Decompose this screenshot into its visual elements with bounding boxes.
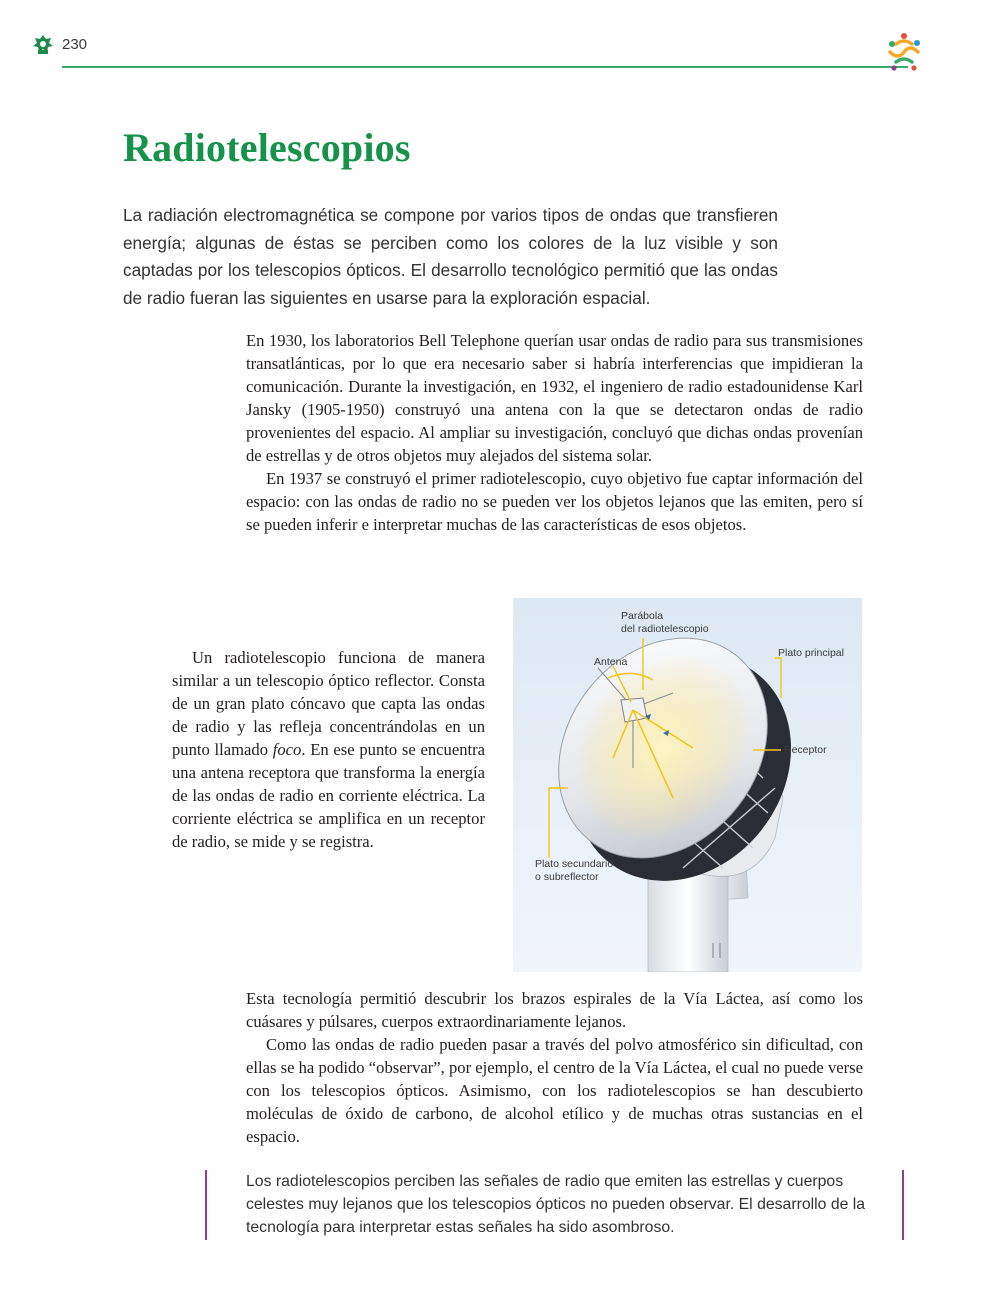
- green-crest-icon: [32, 34, 54, 56]
- label-plato-principal: Plato principal: [778, 647, 844, 659]
- discoveries-section: [246, 987, 863, 1148]
- header-rule: [62, 66, 908, 68]
- how-it-works-text-2: . En ese punto se encuentra una antena receptora que transforma la energía de las ondas de radio en corriente eléctrica. La corriente eléctrica se amplifica en un receptor de radio, se mide y se registra.: [172, 740, 485, 851]
- label-receptor: Receptor: [784, 744, 827, 756]
- paragraph-jansky: En 1930, los laboratorios Bell Telephone querían usar ondas de radio para sus transmisiones transatlánticas, por lo que era necesario saber si habría interferencias que impidieran la comunicación. Durante la investigación, en 1932, el ingeniero de radio estadounidense Karl Jansky (1905-1950) construyó una antena con la que se detectaron ondas de radio provenientes del espacio. Al ampliar su investigación, concluyó que dichas ondas provenían de estrellas y de otros objetos muy alejados del sistema solar.: [246, 331, 863, 465]
- radiotelescope-illustration: [513, 598, 862, 972]
- callout-text: Los radiotelescopios perciben las señales de radio que emiten las estrellas y cuerpos celestes muy lejanos que los telescopios ópticos no pueden observar. El desarrollo de la tecnología para interpretar estas señales ha sido asombroso.: [246, 1173, 866, 1236]
- summary-callout: [205, 1170, 905, 1240]
- how-it-works-text-1: Un radiotelescopio funciona de manera similar a un telescopio óptico reflector. Consta de un gran plato cóncavo que capta las ondas de radio y las refleja concentrándolas en un punto llamado: [172, 648, 485, 759]
- foco-term: foco: [272, 740, 302, 759]
- intro-paragraph: La radiación electromagnética se compone por varios tipos de ondas que transfieren energía; algunas de éstas se perciben como los colores de la luz visible y son captadas por los telescopios ópticos. El desarrollo tecnológico permitió que las ondas de radio fueran las siguientes en usarse para la exploración espacial.: [123, 205, 778, 308]
- label-plato-secundario: Plato secundario o subreflector: [535, 858, 614, 883]
- label-parabola: Parábola del radiotelescopio: [621, 610, 709, 635]
- callout-bar-right: [902, 1170, 904, 1240]
- how-it-works-paragraph: [172, 646, 485, 853]
- callout-bar-left: [205, 1170, 207, 1240]
- paragraph-milky-way-center: Como las ondas de radio pueden pasar a través del polvo atmosférico sin dificultad, con ellas se ha podido “observar”, por ejemplo, el centro de la Vía Láctea, el cual no puede verse con los telescopios ópticos. Asimismo, con los radiotelescopios se han descubierto moléculas de óxido de carbono, de alcohol etílico y de muchas otras sustancias en el espacio.: [246, 1035, 863, 1146]
- colorful-figures-logo-icon: [882, 30, 926, 74]
- label-antena: Antena: [594, 656, 628, 668]
- page-number: 230: [62, 36, 88, 53]
- page-title: Radiotelescopios: [123, 125, 411, 170]
- paragraph-spiral-arms: Esta tecnología permitió descubrir los brazos espirales de la Vía Láctea, así como los cuásares y púlsares, cuerpos extraordinariamente lejanos.: [246, 989, 863, 1031]
- paragraph-first-radiotelescope: En 1937 se construyó el primer radiotelescopio, cuyo objetivo fue captar información del espacio: con las ondas de radio no se pueden ver los objetos lejanos que las emiten, pero sí se pueden inferir e interpretar muchas de las características de esos objetos.: [246, 469, 863, 534]
- page-header: [32, 30, 922, 70]
- tower: [648, 866, 728, 972]
- history-section: [246, 329, 863, 536]
